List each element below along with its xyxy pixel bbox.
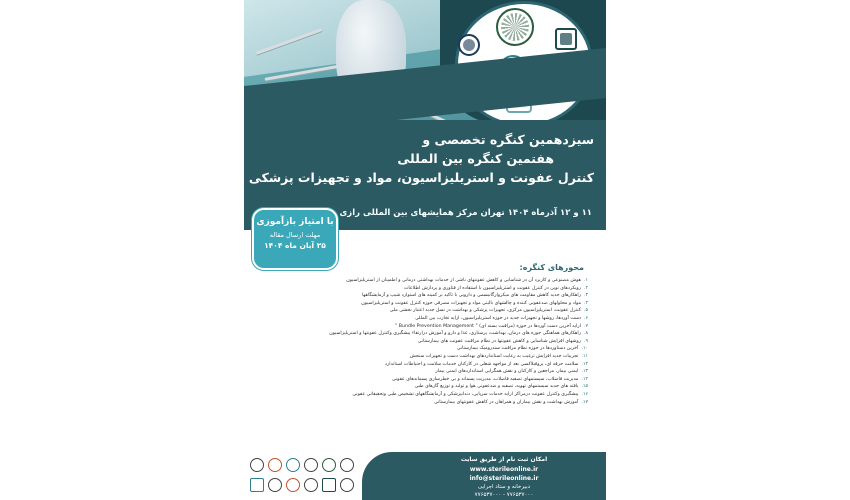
topic-item: ۱۵.یافته های جدید سیستمهای تهویه، تصفیه و ضدعفونی هوا و تولید و توزیع گازهای طبی xyxy=(414,384,588,390)
sponsor-logo xyxy=(304,478,318,492)
topic-item: ۱۲.سلامت حرفه ای، پروفیلاکسی بعد از مواجهه شغلی در کارکنان خدمات سلامت و احتیاطات استاندارد xyxy=(384,361,588,367)
sponsor-logo xyxy=(340,478,354,492)
phone-numbers: ۷۷۶۵۳۷۰۰۰ - ۷۷۶۵۳۷۰۰۰ xyxy=(474,492,534,498)
topic-list xyxy=(258,277,588,406)
secretariat-label: دبیرخانه و ستاد اجرایی xyxy=(477,484,531,490)
topic-item: ۱۱.تجربیات جدید افزایش ترغیب به رعایت استانداردهای بهداشت دست و تجهیزات سنجش xyxy=(409,353,588,359)
deadline-badge xyxy=(252,208,338,270)
sponsor-logo xyxy=(322,478,336,492)
registration-note: امکان ثبت نام از طریق سایت xyxy=(460,456,548,463)
topic-item: ۱۴.مدیریت فاضلاب، سیستمهای تصفیه فاضلاب، مدیریت پسماند و بی خطرسازی پسماندهای عفونی xyxy=(391,376,588,382)
topic-item: ۱۶.پیشگیری وکنترل عفونت درمراکز ارایه خدمات سرپایی، دندانپزشکی و آزمایشگاههای تشخیص طبی وتحقیقاتی عفونی xyxy=(352,391,588,397)
badge-line-1: با امتیاز بازآموزی xyxy=(256,217,334,227)
sponsor-logo xyxy=(268,458,282,472)
badge-line-3: ۲۵ آبان ماه ۱۴۰۴ xyxy=(264,241,326,250)
topic-item: ۷.ارایه آخرین دست آوردها در حوزه (مراقبت بسته ای) " Bundle Prevention Management " xyxy=(395,323,588,329)
sponsor-logo xyxy=(268,478,282,492)
sponsor-logo xyxy=(286,458,300,472)
title-line-2: هفتمین کنگره بین المللی xyxy=(397,151,554,166)
website-link[interactable]: www.sterileonline.ir xyxy=(469,466,539,473)
sponsor-logo xyxy=(250,458,264,472)
congress-poster xyxy=(244,0,606,500)
sterile-society-logo xyxy=(555,28,577,50)
email-link[interactable]: info@sterileonline.ir xyxy=(469,475,539,482)
university-seal-logo xyxy=(496,8,534,46)
topic-item: ۲.رویکردهای نوین در کنترل عفونت و استریلیزاسیون با استفاده از فناوری و پردازش اطلاعات xyxy=(404,285,588,291)
badge-line-2: مهلت ارسال مقاله xyxy=(269,231,321,239)
topic-item: ۵.کنترل عفونت، استریلیزاسیون مرکزی، تجهیزات پزشکی و بهداشت در نسل جدید اعتبار بخشی ملی xyxy=(389,308,588,314)
title-line-3: کنترل عفونت و استریلیزاسیون، مواد و تجهیزات پزشکی xyxy=(248,170,594,185)
sponsor-logo xyxy=(250,478,264,492)
title-line-1: سیزدهمین کنگره تخصصی و xyxy=(422,132,594,147)
topic-item: ۶.دست آوردها، روشها و تجهیزات جدید در حوزه استریلیزاسیون، ارایه تجارب بین المللی xyxy=(415,315,588,321)
sponsor-logo xyxy=(340,458,354,472)
topic-item: ۱۷.آموزش بهداشت و نقش بیماران و همراهان در کاهش عفونتهای بیمارستانی xyxy=(433,399,588,405)
topic-item: ۸.راهکارهای هماهنگی حوزه های درمان، بهداشت، پرستاری، غذا و دارو و آموزش درارتقاء پیشگیری وکنترل عفونتها و استریلیزاسیون xyxy=(329,331,588,337)
topic-item: ۴.مواد و محلولهای ضدعفونی کننده و چالشهای بالینی مواد و تجهیزات مصرفی حوزه کنترل عفونت و استریلیزاسیون xyxy=(361,300,588,306)
sponsor-logo xyxy=(322,458,336,472)
event-date-venue: ۱۱ و ۱۲ آذرماه ۱۴۰۴ تهران مرکز همایشهای بین المللی رازی xyxy=(339,208,592,218)
sponsor-logo xyxy=(304,458,318,472)
topic-item: ۱۳.ایمنی بیمار، مراجعین و کارکنان و نقش همگرایی استانداردهای ایمنی بیمار xyxy=(435,369,588,375)
topic-item: ۹.روشهای افزایش شناسایی و کاهش عفونتها در نظام مراقبت عفونت های بیمارستانی xyxy=(417,338,588,344)
topic-item: ۳.راهکارهای جدید کاهش مقاومت های میکروارگانیسمی و دارویی با تاکید بر کمیته های استوارد شیپ و آزمایشگاهها xyxy=(361,293,588,299)
medical-society-logo xyxy=(458,34,480,56)
topic-item: ۱۰.آخرین دستاوردها در حوزه نظام مراقبت سندرومیک بیمارستانی xyxy=(456,346,588,352)
topics-heading: محورهای کنگره: xyxy=(519,263,584,272)
sponsor-logo xyxy=(286,478,300,492)
topic-item: ۱.هوش مصنوعی و کاربرد آن در شناسایی و کاهش عفونتهای ناشی از خدمات بهداشتی درمانی و اطمینان از استریلیزاسیون xyxy=(346,278,588,283)
